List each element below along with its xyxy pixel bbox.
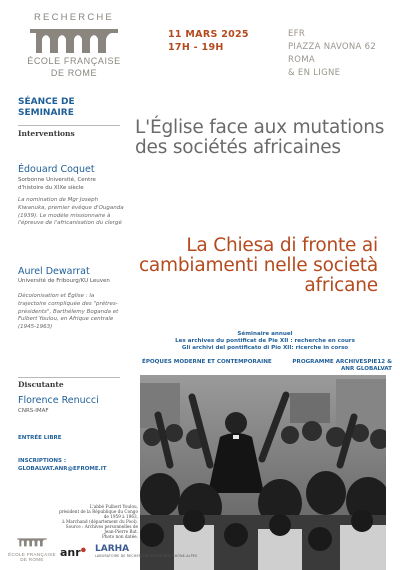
programme-line: Séminaire annuel — [237, 331, 293, 337]
event-date: 11 MARS 2025 — [168, 29, 249, 40]
programme-name-line: PROGRAMME ARCHIVESPIE12 & — [292, 359, 392, 365]
interventions-label: Interventions — [18, 129, 75, 138]
caption-line: à Marchand (département du Pool). — [62, 519, 138, 524]
logo-top-text: RECHERCHE — [34, 12, 114, 23]
programme-name-line: ANR GLOBALVAT — [340, 366, 392, 372]
place-line: EFR — [288, 29, 306, 39]
seance-line: SÉANCE DE — [18, 97, 75, 107]
crowd-photo-illustration — [140, 375, 386, 570]
speaker-affiliation: Université de Fribourg/KU Leuven — [18, 278, 110, 284]
efr-small-line: ÉCOLE FRANÇAISE — [8, 552, 56, 557]
registration-email[interactable]: GLOBALVAT.ANR@EFROME.IT — [18, 465, 107, 472]
talk-title: La nomination de Mgr Joseph Kiwanuka, premier évêque d'Ouganda (1939). Le modèle missionnaire à l'épreuve de l'africanisation du clergé — [18, 197, 124, 227]
efr-small-line: DE ROME — [20, 557, 44, 563]
anr-mark-icon: ● — [80, 546, 86, 554]
speaker-affiliation: Sorbonne Université, Centre d'histoire du XIXe siècle — [18, 177, 96, 191]
archive-photo — [140, 375, 386, 570]
larha-text: LARHA — [95, 544, 130, 554]
talk-title: Décolonisation et Église : la trajectoire compliquée des "prêtres-présidents", Barthélemy Boganda et Fulbert Youlou, en Afrique centrale (1945-1963) — [18, 293, 119, 331]
place-line: PIAZZA NAVONA 62 — [288, 42, 377, 52]
discutante-name: Florence Renucci — [18, 395, 99, 406]
registration-label: INSCRIPTIONS : — [18, 458, 67, 464]
anr-text: anr — [60, 546, 81, 559]
registration — [18, 458, 107, 473]
title-french: L'Église face aux mutations des sociétés africaines — [135, 117, 385, 158]
speaker-name: Aurel Dewarrat — [18, 266, 90, 277]
efr-logo-small — [7, 534, 57, 563]
seance-heading — [18, 97, 75, 119]
caption-line: Source : Archives personnelles de Jean-Pierre Bat. — [65, 524, 138, 534]
speaker-name: Édouard Coquet — [18, 164, 95, 175]
discutante-label: Discutante — [18, 380, 64, 389]
event-time: 17H - 19H — [168, 42, 224, 53]
caption-line: président de la République du Congo de 1959 à 1963, — [58, 509, 138, 519]
efr-arches-icon — [28, 25, 120, 55]
event-place — [288, 28, 376, 80]
programme-info — [140, 331, 390, 352]
programme-period: ÉPOQUES MODERNE ET CONTEMPORAINE — [142, 359, 272, 365]
place-line: ROMA — [288, 55, 315, 65]
logo-name-line1: ÉCOLE FRANÇAISE — [27, 56, 121, 66]
programme-name — [292, 359, 392, 373]
caption-line: L'abbé Fulbert Youlou, — [89, 504, 138, 509]
place-line: & EN LIGNE — [288, 68, 341, 78]
larha-logo — [95, 544, 197, 558]
anr-logo — [60, 546, 86, 559]
programme-line: Les archives du pontificat de Pie XII : recherche en cours — [175, 338, 355, 344]
title-italian: La Chiesa di fronte ai cambiamenti nelle società africane — [138, 235, 378, 296]
divider — [18, 125, 120, 126]
seance-line: SEMINAIRE — [18, 108, 74, 118]
programme-line: Gli archivi del pontificato di Pio XII: ricerche in corso — [181, 345, 349, 351]
divider — [18, 377, 120, 378]
logo-name-line2: DE ROME — [50, 68, 98, 78]
entry-free: ENTRÉE LIBRE — [18, 435, 62, 441]
efr-logo — [14, 12, 134, 79]
discutante-affiliation: CNRS-IMAF — [18, 408, 49, 414]
larha-subtext: LABORATOIRE DE RECHERCHE HISTORIQUE RHÔNE-ALPES — [95, 554, 198, 558]
efr-arches-small-icon — [15, 537, 49, 547]
event-datetime — [168, 28, 249, 54]
photo-caption — [58, 504, 138, 539]
caption-line: Photo non datée. — [102, 534, 138, 539]
